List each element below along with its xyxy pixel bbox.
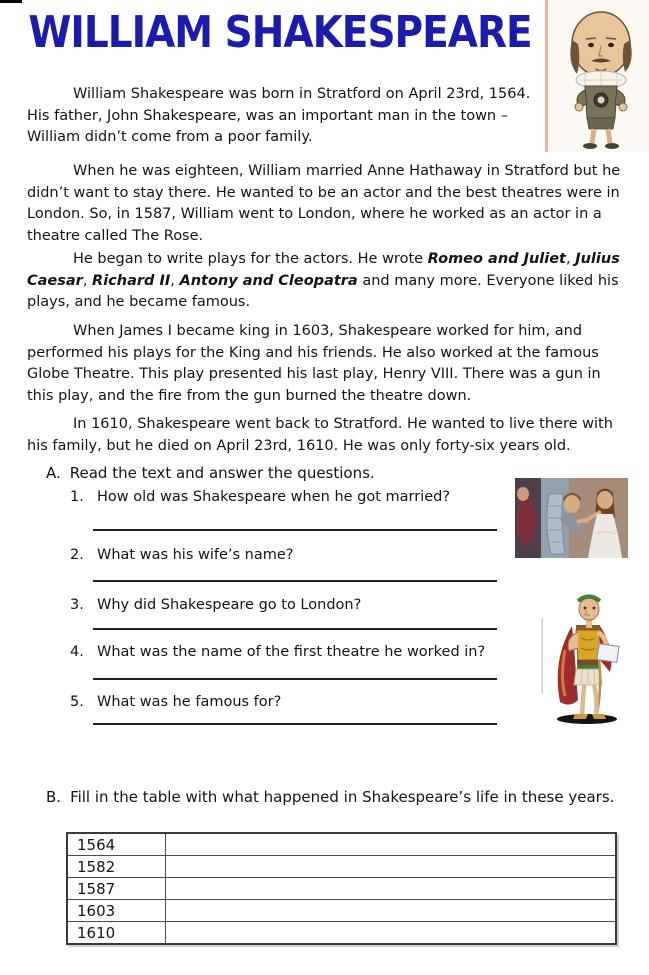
- paragraph-3-lead: He began to write plays for the actors. He wrote: [73, 251, 428, 267]
- play-title-julius-caesar: Julius Caesar: [27, 251, 620, 289]
- answer-line-5[interactable]: [93, 723, 497, 725]
- answer-line-3[interactable]: [93, 628, 497, 630]
- section-b-instruction: Fill in the table with what happened in Shakespeare’s life in these years.: [70, 788, 615, 806]
- question-5: [70, 694, 281, 710]
- event-cell-1587[interactable]: [166, 878, 617, 900]
- event-cell-1603[interactable]: [166, 900, 617, 922]
- question-4-text: What was the name of the first theatre he worked in?: [97, 644, 486, 660]
- question-5-number: 5.: [70, 694, 84, 710]
- paragraph-3-sep1: ,: [566, 251, 576, 267]
- paragraph-3: [27, 249, 621, 314]
- romeo-and-juliet-photo: [515, 478, 628, 558]
- caesar-cartoon-image: [540, 588, 635, 728]
- shakespeare-caricature-image: [545, 0, 649, 152]
- paragraph-3-sep3: ,: [170, 272, 180, 289]
- scan-artifact: [0, 0, 22, 3]
- year-cell-1582: 1582: [67, 856, 166, 878]
- question-4-number: 4.: [70, 644, 84, 660]
- year-cell-1610: 1610: [67, 922, 166, 945]
- year-cell-1564: 1564: [67, 833, 166, 856]
- answer-line-1[interactable]: [93, 529, 497, 531]
- paragraph-2: When he was eighteen, William married Anne Hathaway in Stratford but he didn’t want to stay there. He wanted to be an actor and the best theatres were in London. So, in 1587, William went to London, where he worked as an actor in a theatre called The Rose.: [27, 163, 621, 244]
- table-row: [67, 856, 616, 878]
- play-title-antony-and-cleopatra: Antony and Cleopatra: [179, 272, 358, 289]
- paragraph-5: In 1610, Shakespeare went back to Stratford. He wanted to live there with his family, but he died on April 23rd, 1610. He was only forty-six years old.: [27, 416, 613, 454]
- question-3-text: Why did Shakespeare go to London?: [97, 597, 362, 613]
- years-table: [66, 832, 617, 945]
- section-b-header: [46, 788, 614, 806]
- question-2-text: What was his wife’s name?: [97, 547, 294, 563]
- year-cell-1603: 1603: [67, 900, 166, 922]
- romeo-and-juliet-photo-icon: [515, 478, 628, 558]
- shakespeare-caricature-icon: [545, 0, 649, 152]
- play-title-romeo-and-juliet: Romeo and Juliet: [427, 251, 566, 267]
- paragraph-3-sep2: ,: [82, 272, 93, 289]
- section-b-label: B.: [46, 788, 62, 806]
- question-2-number: 2.: [70, 547, 84, 563]
- caesar-cartoon-icon: [540, 588, 635, 728]
- answer-line-2[interactable]: [93, 580, 497, 582]
- table-row: [67, 922, 616, 945]
- table-row: [67, 833, 616, 856]
- event-cell-1582[interactable]: [166, 856, 617, 878]
- table-row: [67, 878, 616, 900]
- question-3-number: 3.: [70, 597, 84, 613]
- table-row: [67, 900, 616, 922]
- page-title: WILLIAM SHAKESPEARE: [28, 8, 532, 59]
- question-1-number: 1.: [70, 489, 84, 505]
- question-1-text: How old was Shakespeare when he got married?: [97, 489, 451, 505]
- answer-line-4[interactable]: [93, 678, 497, 680]
- section-a-instruction: Read the text and answer the questions.: [69, 464, 375, 482]
- question-1: [70, 489, 450, 505]
- paragraph-3-tail: and many more. Everyone liked his plays, and he became famous.: [27, 272, 619, 310]
- section-a-header: [46, 464, 375, 482]
- paragraph-1: William Shakespeare was born in Stratford on April 23rd, 1564. His father, John Shakespeare, was an important man in the town – William didn’t come from a poor family.: [27, 86, 531, 145]
- question-4: [70, 644, 485, 660]
- event-cell-1564[interactable]: [166, 833, 617, 856]
- play-title-richard-ii: Richard II: [92, 272, 171, 289]
- section-a-label: A.: [46, 464, 61, 482]
- event-cell-1610[interactable]: [166, 922, 617, 945]
- question-5-text: What was he famous for?: [97, 694, 282, 710]
- paragraph-4: When James I became king in 1603, Shakespeare worked for him, and performed his plays for the King and his friends. He also worked at the famous Globe Theatre. This play presented his last play, Henry VIII. There was a gun in this play, and the fire from the gun burned the theatre down.: [27, 323, 601, 404]
- year-cell-1587: 1587: [67, 878, 166, 900]
- question-2: [70, 547, 294, 563]
- question-3: [70, 597, 361, 613]
